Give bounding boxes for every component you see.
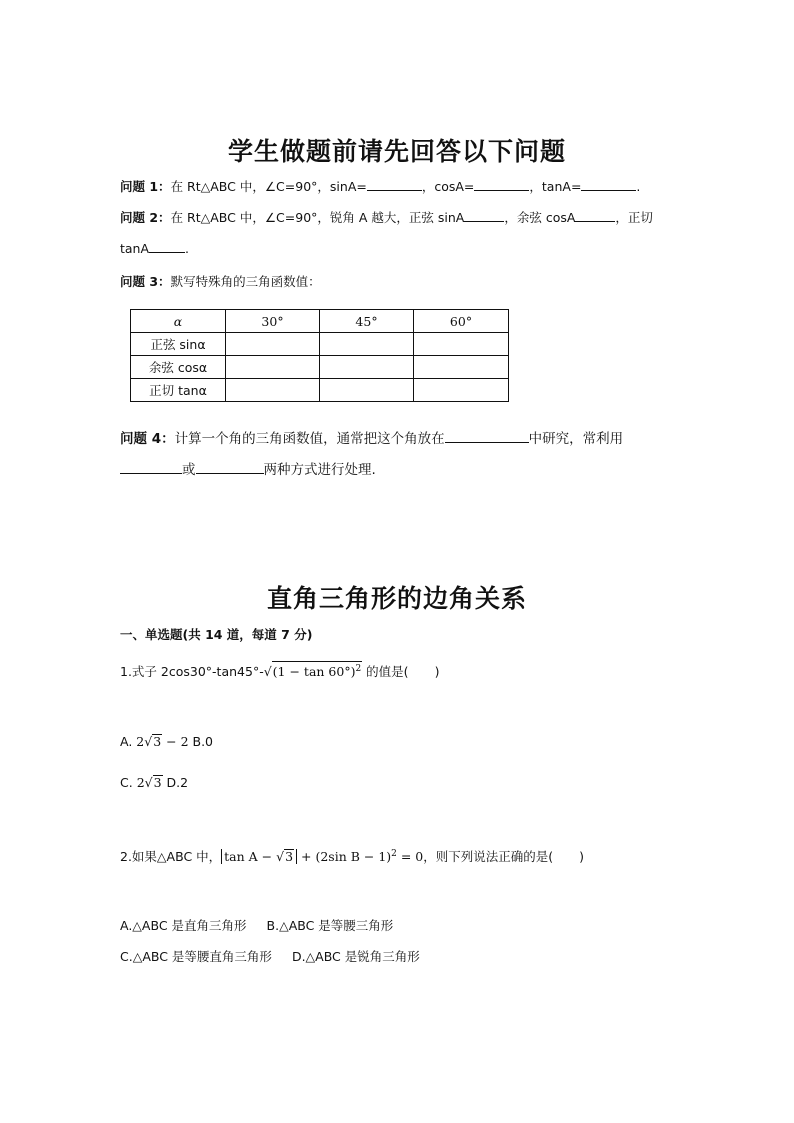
- question-3-text: 默写特殊角的三角函数值：: [170, 274, 321, 289]
- question-4-continued: [120, 458, 376, 478]
- option-a-value: − 2: [162, 734, 189, 749]
- problem-1-options-ab: [120, 734, 213, 749]
- problem-1-stem: [120, 661, 439, 680]
- problem-1-text: ): [434, 664, 440, 680]
- table-cell[interactable]: [320, 356, 414, 379]
- table-cell[interactable]: [414, 356, 509, 379]
- question-2-label: 问题 2：: [120, 210, 171, 225]
- equation-part: = 0: [396, 849, 424, 864]
- table-row-label: 正切 tanα: [131, 379, 226, 402]
- exponent: 2: [355, 664, 362, 674]
- option-c-value: 2: [136, 775, 145, 790]
- option-a-label[interactable]: A.: [120, 734, 137, 749]
- question-2-text: tanA: [120, 241, 150, 256]
- option-c-radicand: 3: [153, 775, 162, 790]
- problem-1-text: 的值是(: [362, 664, 409, 680]
- question-4-text: 两种方式进行处理.: [263, 462, 376, 478]
- exponent: 2: [391, 848, 397, 859]
- question-4-label: 问题 4：: [120, 431, 175, 447]
- question-4-text: 或: [182, 462, 196, 478]
- option-d[interactable]: D.△ABC 是锐角三角形: [291, 949, 420, 964]
- section-title-questions: 学生做题前请先回答以下问题: [227, 137, 566, 166]
- question-2-text: 在 Rt△ABC 中，∠C=90°，锐角 A 越大，正弦 sinA: [170, 210, 465, 225]
- table-header-cell: 45°: [320, 310, 414, 333]
- option-a[interactable]: A.△ABC 是直角三角形: [120, 918, 247, 933]
- question-2-text: ，正切: [615, 210, 653, 225]
- problem-2-options-cd: [120, 947, 420, 965]
- option-b[interactable]: B.0: [188, 734, 214, 749]
- question-4-text: 计算一个角的三角函数值，通常把这个角放在: [174, 431, 445, 447]
- table-header-cell: 60°: [414, 310, 509, 333]
- table-cell[interactable]: [320, 333, 414, 356]
- table-header-cell: α: [131, 310, 226, 333]
- answer-blank[interactable]: [196, 461, 264, 474]
- absolute-value: [221, 849, 297, 864]
- problem-2-text: ): [579, 849, 585, 864]
- table-cell[interactable]: [320, 379, 414, 402]
- equation-part: + (2sin B − 1): [297, 849, 392, 864]
- question-2: [120, 208, 653, 226]
- table-cell[interactable]: [226, 379, 320, 402]
- answer-blank[interactable]: [367, 178, 422, 191]
- problems-heading: 一、单选题(共 14 道，每道 7 分): [120, 627, 313, 642]
- radical-sign-icon: √: [276, 849, 285, 864]
- answer-blank[interactable]: [445, 430, 529, 443]
- problem-1-options-cd: [120, 775, 188, 790]
- radicand-text: (1 − tan 60°): [272, 664, 356, 680]
- answer-blank[interactable]: [149, 240, 185, 253]
- option-c[interactable]: C.△ABC 是等腰直角三角形: [120, 949, 272, 964]
- abs-radicand: 3: [285, 849, 294, 864]
- question-1-text: .: [636, 179, 641, 194]
- table-header-cell: 30°: [226, 310, 320, 333]
- question-3: [120, 272, 321, 290]
- trig-values-table: [130, 309, 509, 402]
- question-4: [120, 427, 623, 447]
- table-cell[interactable]: [414, 379, 509, 402]
- question-2-continued: [120, 240, 189, 256]
- problem-2-text: ，则下列说法正确的是(: [423, 849, 554, 864]
- option-a-radicand: 3: [153, 734, 162, 749]
- radical-sign-icon: √: [144, 775, 153, 790]
- answer-blank[interactable]: [575, 209, 615, 222]
- option-b[interactable]: B.△ABC 是等腰三角形: [266, 918, 394, 933]
- question-1: [120, 177, 640, 195]
- answer-blank[interactable]: [581, 178, 636, 191]
- section-title-problems: 直角三角形的边角关系: [266, 584, 527, 613]
- option-d[interactable]: D.2: [162, 775, 189, 790]
- table-row: [131, 379, 509, 402]
- table-cell[interactable]: [226, 333, 320, 356]
- table-row-label: 余弦 cosα: [131, 356, 226, 379]
- abs-expression: tan A −: [224, 849, 277, 864]
- answer-blank[interactable]: [474, 178, 529, 191]
- problem-2-text: 2.如果△ABC 中，: [120, 849, 222, 864]
- answer-blank[interactable]: [120, 461, 182, 474]
- question-1-text: ，tanA=: [529, 179, 582, 194]
- question-1-label: 问题 1：: [120, 179, 171, 194]
- problem-2-options-ab: [120, 916, 393, 934]
- table-row: [131, 356, 509, 379]
- problem-2-stem: [120, 847, 584, 865]
- table-cell[interactable]: [226, 356, 320, 379]
- table-row-label: 正弦 sinα: [131, 333, 226, 356]
- answer-blank[interactable]: [464, 209, 504, 222]
- option-a-value: 2: [136, 734, 145, 749]
- radical-sign-icon: √: [263, 664, 272, 680]
- question-2-text: .: [185, 241, 190, 256]
- question-3-label: 问题 3：: [120, 274, 171, 289]
- problem-1-text: 1.式子 2cos30°-tan45°-: [120, 664, 264, 680]
- option-c-label[interactable]: C.: [120, 775, 137, 790]
- radicand: [272, 661, 363, 679]
- question-1-text: ，cosA=: [421, 179, 475, 194]
- question-4-text: 中研究，常利用: [528, 431, 624, 447]
- table-header-row: [131, 310, 509, 333]
- radical-sign-icon: √: [144, 734, 153, 749]
- question-2-text: ，余弦 cosA: [504, 210, 576, 225]
- question-1-text: 在 Rt△ABC 中，∠C=90°，sinA=: [170, 179, 367, 194]
- table-row: [131, 333, 509, 356]
- table-cell[interactable]: [414, 333, 509, 356]
